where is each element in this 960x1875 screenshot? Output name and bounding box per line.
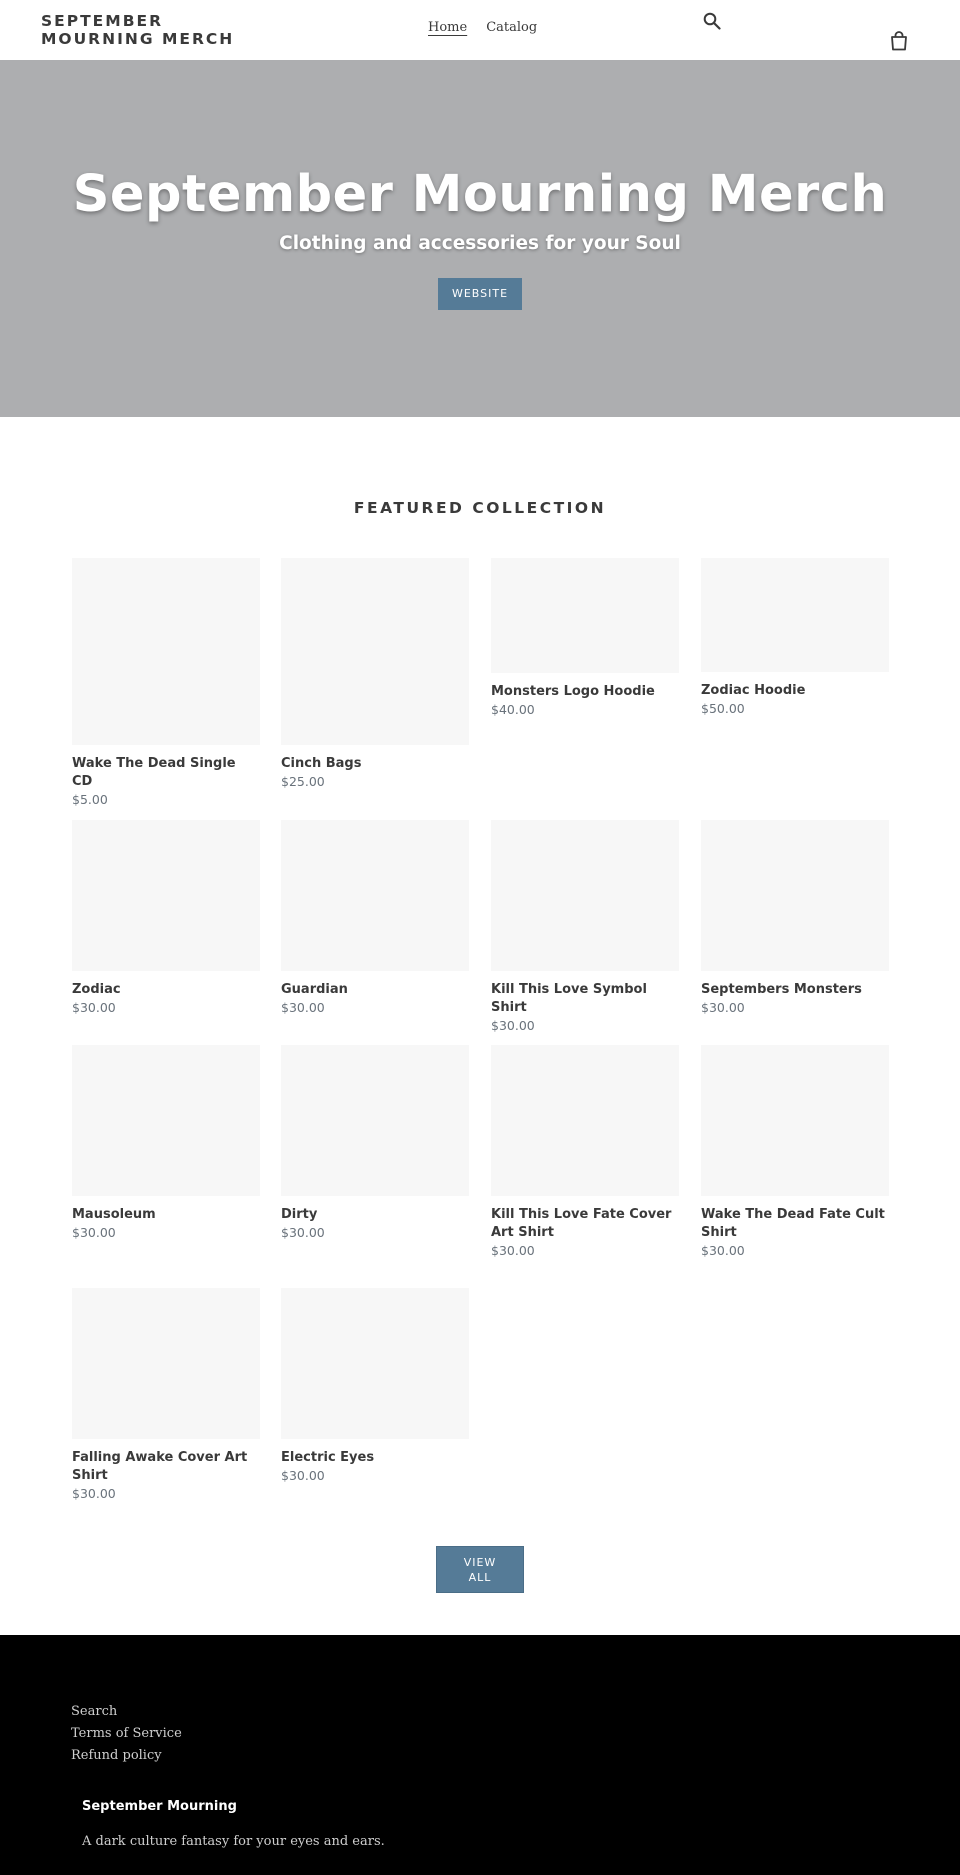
hero-subtitle: Clothing and accessories for your Soul bbox=[279, 233, 681, 254]
featured-collection-title: FEATURED COLLECTION bbox=[353, 499, 607, 517]
product-name[interactable]: Kill This Love Fate Cover Art Shirt bbox=[491, 1207, 672, 1240]
product-image[interactable] bbox=[491, 1045, 679, 1196]
product-image[interactable] bbox=[491, 820, 679, 971]
product-card[interactable] bbox=[701, 820, 889, 1017]
footer-links bbox=[71, 1701, 182, 1767]
product-image[interactable] bbox=[281, 558, 469, 745]
product-card[interactable] bbox=[72, 1045, 260, 1242]
product-image[interactable] bbox=[491, 558, 679, 673]
site-logo[interactable]: SEPTEMBER MOURNING MERCH bbox=[41, 12, 235, 48]
product-name[interactable]: Electric Eyes bbox=[281, 1450, 375, 1465]
product-price: $30.00 bbox=[281, 1468, 325, 1483]
view-all-button[interactable]: VIEW ALL bbox=[436, 1546, 524, 1593]
product-name[interactable]: Septembers Monsters bbox=[701, 982, 862, 997]
product-price: $30.00 bbox=[281, 1225, 325, 1240]
product-card[interactable] bbox=[281, 1288, 469, 1485]
product-price: $30.00 bbox=[72, 1000, 116, 1015]
product-image[interactable] bbox=[281, 1288, 469, 1439]
hero-banner bbox=[0, 60, 960, 417]
product-image[interactable] bbox=[281, 820, 469, 971]
footer-link-refund[interactable]: Refund policy bbox=[71, 1748, 162, 1763]
product-price: $30.00 bbox=[72, 1486, 116, 1501]
product-card[interactable] bbox=[281, 558, 469, 791]
product-card[interactable] bbox=[701, 1045, 889, 1260]
product-name[interactable]: Zodiac bbox=[72, 982, 121, 997]
product-card[interactable] bbox=[72, 820, 260, 1017]
product-price: $30.00 bbox=[491, 1018, 535, 1033]
product-name[interactable]: Mausoleum bbox=[72, 1207, 156, 1222]
footer-tagline: A dark culture fantasy for your eyes and ears. bbox=[82, 1834, 385, 1849]
product-name[interactable]: Wake The Dead Fate Cult Shirt bbox=[701, 1207, 885, 1240]
site-footer bbox=[0, 1635, 960, 1875]
product-card[interactable] bbox=[281, 1045, 469, 1242]
nav-catalog[interactable]: Catalog bbox=[486, 20, 538, 35]
product-name[interactable]: Cinch Bags bbox=[281, 756, 362, 771]
product-price: $30.00 bbox=[701, 1000, 745, 1015]
product-image[interactable] bbox=[72, 820, 260, 971]
product-name[interactable]: Monsters Logo Hoodie bbox=[491, 684, 655, 699]
product-price: $25.00 bbox=[281, 774, 325, 789]
site-header bbox=[0, 0, 960, 60]
product-card[interactable] bbox=[491, 1045, 679, 1260]
search-icon[interactable] bbox=[703, 12, 721, 30]
product-name[interactable]: Wake The Dead Single CD bbox=[72, 756, 236, 789]
product-price: $30.00 bbox=[72, 1225, 116, 1240]
nav-home[interactable]: Home bbox=[428, 20, 468, 35]
product-price: $30.00 bbox=[491, 1243, 535, 1258]
product-card[interactable] bbox=[72, 1288, 260, 1503]
footer-link-terms[interactable]: Terms of Service bbox=[71, 1726, 182, 1741]
product-card[interactable] bbox=[491, 558, 679, 719]
product-name[interactable]: Falling Awake Cover Art Shirt bbox=[72, 1450, 248, 1483]
product-card[interactable] bbox=[281, 820, 469, 1017]
hero-title: September Mourning Merch bbox=[72, 165, 888, 224]
product-card[interactable] bbox=[72, 558, 260, 809]
footer-brand: September Mourning bbox=[82, 1799, 237, 1814]
product-image[interactable] bbox=[701, 820, 889, 971]
cart-icon[interactable] bbox=[890, 31, 908, 51]
product-name[interactable]: Guardian bbox=[281, 982, 348, 997]
product-price: $40.00 bbox=[491, 702, 535, 717]
product-image[interactable] bbox=[72, 1045, 260, 1196]
product-price: $5.00 bbox=[72, 792, 108, 807]
product-image[interactable] bbox=[701, 558, 889, 672]
product-image[interactable] bbox=[72, 558, 260, 745]
product-card[interactable] bbox=[491, 820, 679, 1035]
product-image[interactable] bbox=[72, 1288, 260, 1439]
footer-link-search[interactable]: Search bbox=[71, 1704, 118, 1719]
product-name[interactable]: Zodiac Hoodie bbox=[701, 683, 806, 698]
main-nav bbox=[428, 20, 537, 35]
product-name[interactable]: Kill This Love Symbol Shirt bbox=[491, 982, 647, 1015]
product-card[interactable] bbox=[701, 558, 889, 718]
website-button[interactable]: WEBSITE bbox=[438, 278, 522, 310]
product-price: $30.00 bbox=[281, 1000, 325, 1015]
product-image[interactable] bbox=[281, 1045, 469, 1196]
product-price: $50.00 bbox=[701, 701, 745, 716]
product-image[interactable] bbox=[701, 1045, 889, 1196]
product-price: $30.00 bbox=[701, 1243, 745, 1258]
product-name[interactable]: Dirty bbox=[281, 1207, 318, 1222]
